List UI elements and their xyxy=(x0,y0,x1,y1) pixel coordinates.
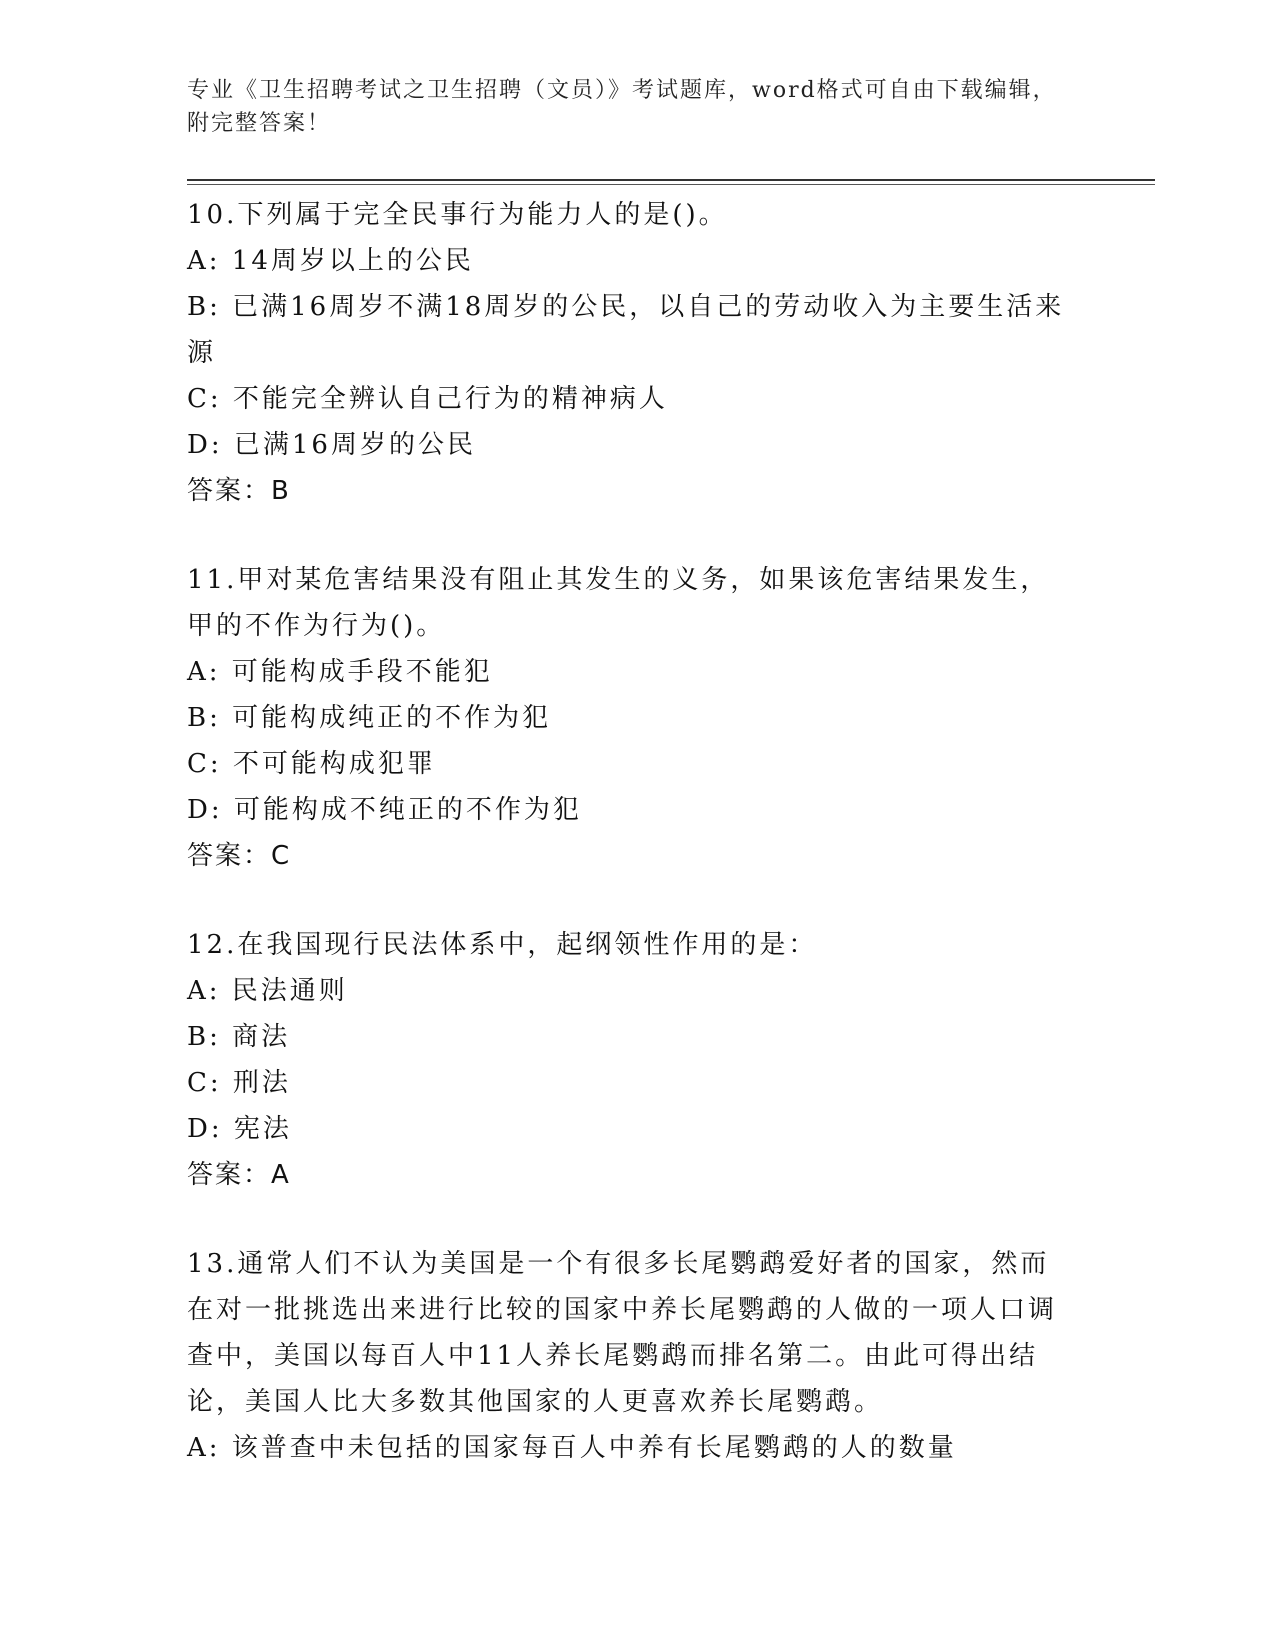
spacer xyxy=(187,514,1077,557)
spacer xyxy=(187,879,1077,922)
option-b: B: 已满16周岁不满18周岁的公民，以自己的劳动收入为主要生活来源 xyxy=(187,292,1065,368)
option-d: D: 已满16周岁的公民 xyxy=(187,430,476,460)
question-stem: 10.下列属于完全民事行为能力人的是()。 xyxy=(187,200,728,230)
question-11 xyxy=(187,557,1077,879)
answer: 答案：B xyxy=(187,476,291,506)
answer: 答案：C xyxy=(187,841,292,871)
option-b: B: 可能构成纯正的不作为犯 xyxy=(187,703,552,733)
question-list xyxy=(187,192,1077,1471)
option-b: B: 商法 xyxy=(187,1022,291,1052)
option-a: A: 可能构成手段不能犯 xyxy=(187,657,493,687)
question-stem: 11.甲对某危害结果没有阻止其发生的义务，如果该危害结果发生，甲的不作为行为()。 xyxy=(187,565,1050,641)
option-c: C: 不可能构成犯罪 xyxy=(187,749,436,779)
answer: 答案：A xyxy=(187,1160,291,1190)
header-divider-thin xyxy=(187,184,1155,185)
header-divider xyxy=(187,179,1155,181)
option-d: D: 宪法 xyxy=(187,1114,292,1144)
option-a: A: 民法通则 xyxy=(187,976,348,1006)
option-a: A: 14周岁以上的公民 xyxy=(187,246,474,276)
question-13 xyxy=(187,1241,1077,1471)
question-12 xyxy=(187,922,1077,1198)
question-stem: 12.在我国现行民法体系中，起纲领性作用的是： xyxy=(187,930,818,960)
option-c: C: 刑法 xyxy=(187,1068,291,1098)
document-header: 专业《卫生招聘考试之卫生招聘（文员）》考试题库，word格式可自由下载编辑，附完整答案！ xyxy=(187,78,1057,136)
option-a: A: 该普查中未包括的国家每百人中养有长尾鹦鹉的人的数量 xyxy=(187,1433,957,1463)
question-10 xyxy=(187,192,1077,514)
option-d: D: 可能构成不纯正的不作为犯 xyxy=(187,795,582,825)
option-c: C: 不能完全辨认自己行为的精神病人 xyxy=(187,384,668,414)
question-stem: 13.通常人们不认为美国是一个有很多长尾鹦鹉爱好者的国家，然而在对一批挑选出来进行比较的国家中养长尾鹦鹉的人做的一项人口调查中，美国以每百人中11人养长尾鹦鹉而排名第二。由此可得出结论，美国人比大多数其他国家的人更喜欢养长尾鹦鹉。 xyxy=(187,1249,1058,1417)
spacer xyxy=(187,1198,1077,1241)
